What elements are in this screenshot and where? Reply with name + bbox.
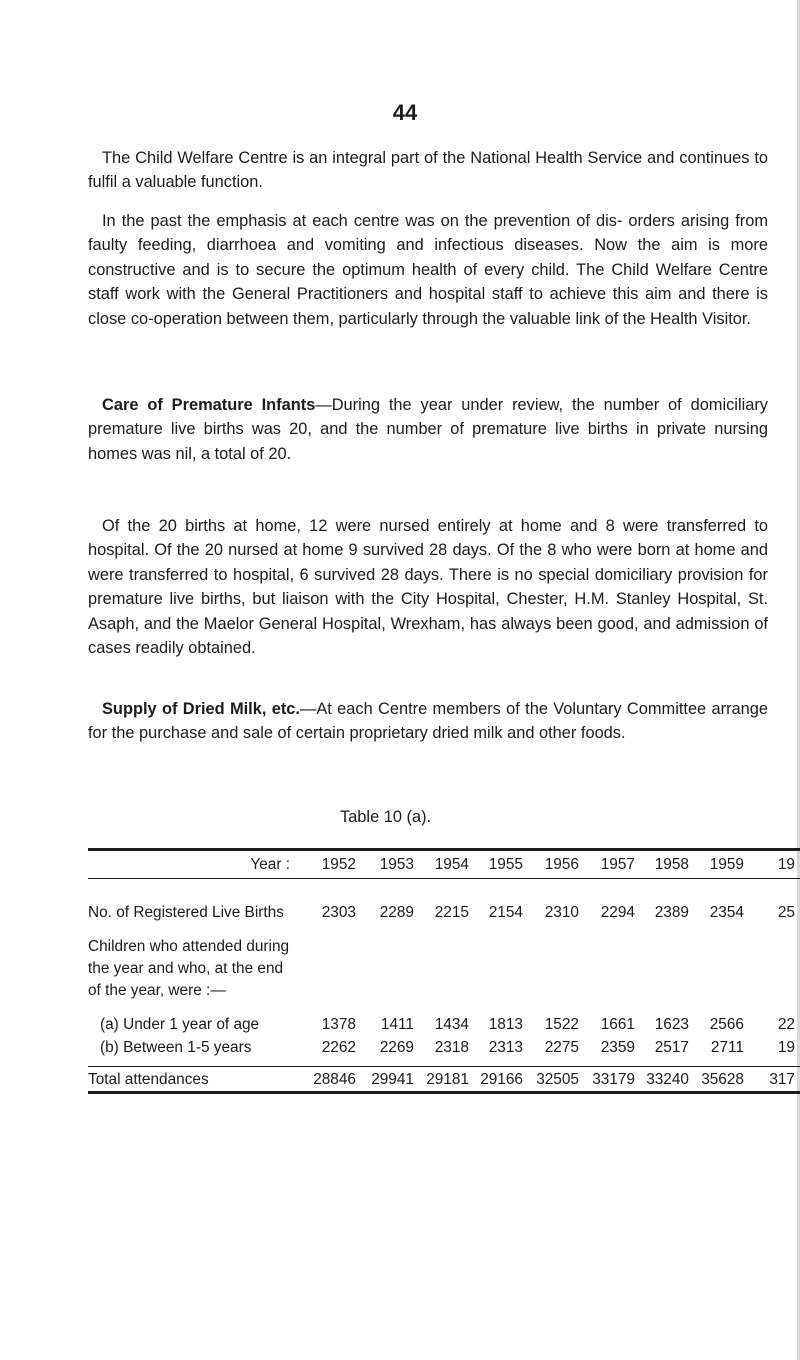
year-cell: 1955 [488, 856, 523, 873]
children-label-line-3: of the year, were :— [88, 982, 226, 999]
births-cell: 25 [777, 904, 795, 921]
paragraph-premature-infants [88, 393, 768, 466]
between-cell: 2711 [710, 1039, 744, 1056]
total-cell: 317 [769, 1071, 795, 1088]
between-cell: 2313 [488, 1039, 523, 1056]
under-one-label: (a) Under 1 year of age [100, 1016, 260, 1033]
year-cell: 1954 [434, 856, 469, 873]
paragraph-intro: The Child Welfare Centre is an integral part of the National Health Service and continues to fulfil a valuable function. [88, 149, 768, 192]
premature-infants-heading: Care of Premature Infants [102, 396, 316, 414]
total-cell: 29181 [426, 1071, 469, 1088]
births-cell: 2154 [488, 904, 523, 921]
total-cell: 33240 [646, 1071, 689, 1088]
paragraph-births-at-home: Of the 20 births at home, 12 were nursed entirely at home and 8 were transferred to hospital. Of the 20 nursed at home 9 survived 28 days. Of the 8 who were born at home and were transferred to hospital, 6 survived 28 days. There is no special domiciliary provision for premature live births, but liaison with the City Hospital, Chester, H.M. Stanley Hospital, St. Asaph, and the Maelor General Hospital, Wrexham, has always been good, and admission of cases readily obtained. [88, 517, 768, 658]
births-cell: 2310 [544, 904, 579, 921]
births-cell: 2294 [600, 904, 635, 921]
paragraph-emphasis: In the past the emphasis at each centre was on the prevention of dis- orders arising from faulty feeding, diarrhoea and vomiting and infectious diseases. Now the aim is more constructive and is to secure the optimum health of every child. The Child Welfare Centre staff work with the General Practitioners and hospital staff to achieve this aim and there is close co-operation between them, particularly through the valuable link of the Health Visitor. [88, 212, 768, 328]
births-cell: 2389 [654, 904, 689, 921]
between-cell: 2262 [321, 1039, 356, 1056]
year-cell: 1959 [709, 856, 744, 873]
under-one-cell: 22 [777, 1016, 795, 1033]
under-one-cell: 2566 [709, 1016, 744, 1033]
between-cell: 2269 [379, 1039, 414, 1056]
dried-milk-heading: Supply of Dried Milk, etc. [102, 700, 300, 718]
table-bottom-rule [88, 1091, 800, 1094]
under-one-cell: 1378 [321, 1016, 356, 1033]
table-total-rule [88, 1066, 800, 1067]
under-one-cell: 1661 [600, 1016, 635, 1033]
total-cell: 28846 [313, 1071, 356, 1088]
total-cell: 32505 [536, 1071, 579, 1088]
page-number: 44 [392, 100, 418, 125]
total-cell: 35628 [701, 1071, 744, 1088]
under-one-cell: 1434 [434, 1016, 469, 1033]
under-one-cell: 1623 [654, 1016, 689, 1033]
year-cell: 1952 [321, 856, 356, 873]
dried-milk-body: —At each Centre members of the Voluntary Committee arrange for the purchase and sale of certain proprietary dried milk and other foods. [88, 700, 768, 743]
year-cell: 1957 [600, 856, 635, 873]
births-label: No. of Registered Live Births [88, 904, 284, 921]
total-cell: 33179 [592, 1071, 635, 1088]
children-label-line-1: Children who attended during [88, 938, 290, 955]
premature-infants-body: —During the year under review, the number of domiciliary premature live births was 20, and the number of premature live births in private nursing homes was nil, a total of 20. [88, 396, 768, 463]
total-cell: 29941 [371, 1071, 414, 1088]
between-cell: 19 [777, 1039, 795, 1056]
year-cell: 1956 [544, 856, 579, 873]
under-one-cell: 1411 [380, 1016, 414, 1033]
total-label: Total attendances [88, 1071, 209, 1088]
between-cell: 2318 [434, 1039, 469, 1056]
table-title: Table 10 (a). [340, 808, 432, 826]
year-cell: 1958 [654, 856, 689, 873]
births-cell: 2303 [321, 904, 356, 921]
between-label: (b) Between 1-5 years [100, 1039, 252, 1056]
table-header-rule [88, 878, 800, 879]
under-one-cell: 1522 [544, 1016, 579, 1033]
under-one-cell: 1813 [488, 1016, 523, 1033]
between-cell: 2275 [544, 1039, 579, 1056]
births-cell: 2354 [709, 904, 744, 921]
year-cell: 1953 [379, 856, 414, 873]
births-cell: 2289 [379, 904, 414, 921]
table-top-rule [88, 848, 800, 851]
year-label: Year : [250, 856, 290, 873]
paragraph-dried-milk [88, 697, 768, 746]
between-cell: 2517 [654, 1039, 689, 1056]
between-cell: 2359 [600, 1039, 635, 1056]
children-label-line-2: the year and who, at the end [88, 960, 284, 977]
year-cell: 19 [777, 856, 795, 873]
total-cell: 29166 [480, 1071, 523, 1088]
births-cell: 2215 [434, 904, 469, 921]
